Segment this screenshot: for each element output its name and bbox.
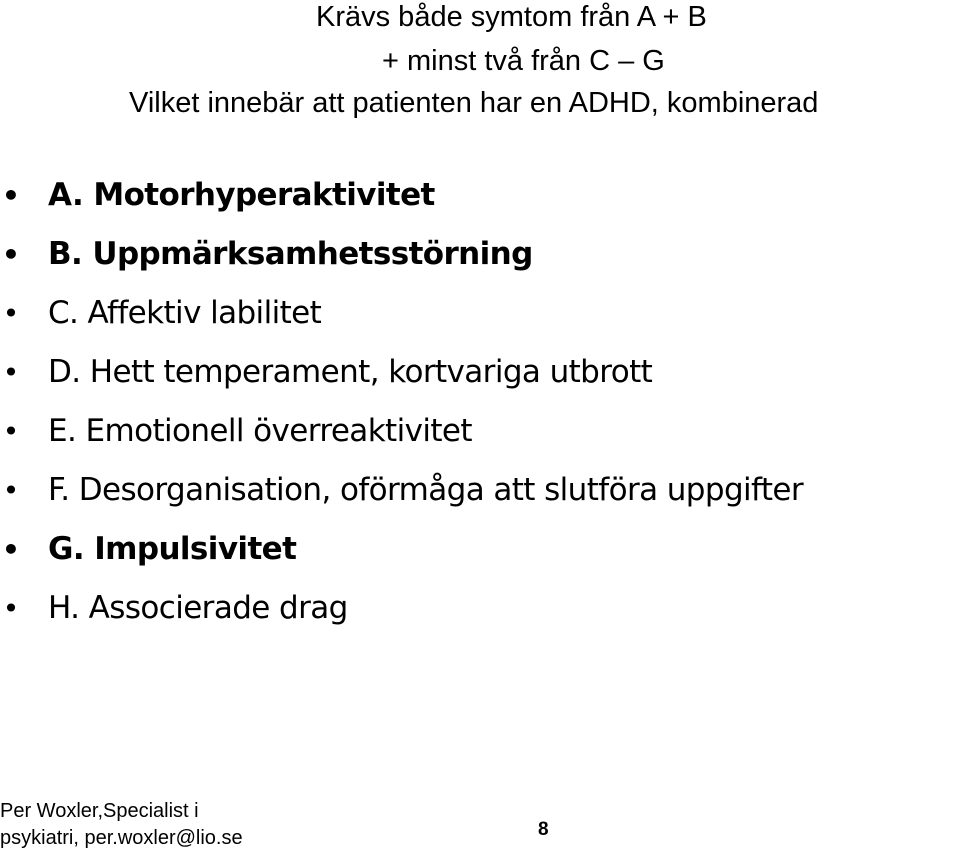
bullet-icon: • <box>2 533 20 566</box>
bullet-text: A. Motorhyperaktivitet <box>48 177 435 213</box>
title-line-3: Vilket innebär att patienten har en ADHD, kombinerad <box>129 87 819 119</box>
page-number: 8 <box>538 819 549 840</box>
bullet-icon: • <box>2 592 20 625</box>
bullet-icon: • <box>2 474 20 507</box>
bullet-text: F. Desorganisation, oförmåga att slutföra uppgifter <box>48 472 803 508</box>
bullet-text: C. Affektiv labilitet <box>48 295 322 331</box>
bullet-text: B. Uppmärksamhetsstörning <box>48 236 533 272</box>
title-line-2: + minst två från C – G <box>382 45 665 77</box>
bullet-text: D. Hett temperament, kortvariga utbrott <box>48 354 653 390</box>
title-line-1: Krävs både symtom från A + B <box>316 1 707 33</box>
footer-author: Per Woxler,Specialist i psykiatri, per.woxler@lio.se <box>0 800 243 849</box>
bullet-text: G. Impulsivitet <box>48 531 297 567</box>
bullet-icon: • <box>2 297 20 330</box>
bullet-icon: • <box>2 415 20 448</box>
bullet-icon: • <box>2 238 20 271</box>
bullet-icon: • <box>2 179 20 212</box>
bullet-text: H. Associerade drag <box>48 590 348 626</box>
bullet-text: E. Emotionell överreaktivitet <box>48 413 472 449</box>
bullet-icon: • <box>2 356 20 389</box>
